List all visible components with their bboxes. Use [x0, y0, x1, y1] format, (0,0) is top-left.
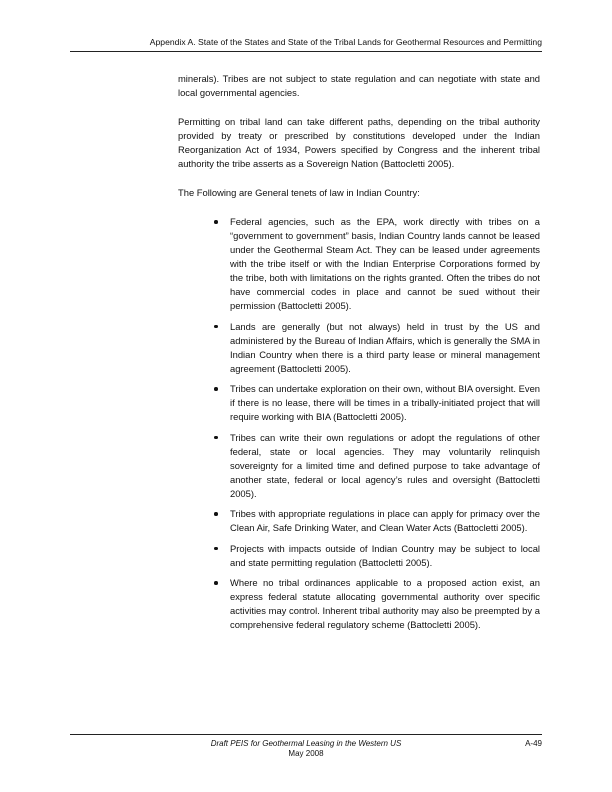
bullet-icon — [214, 325, 218, 329]
list-item-text: Tribes can write their own regulations or adopt the regulations of other federal, state or local agencies. They may voluntarily relinquish sovereignty for a limited time and defined purpose to take advantage of another state, federal or local agency’s rules and oversight (Battocletti 2005). — [230, 431, 540, 499]
list-item — [230, 576, 540, 632]
bullet-icon — [214, 547, 218, 551]
bullet-icon — [214, 387, 218, 391]
list-item — [230, 320, 540, 376]
list-item-text: Lands are generally (but not always) held in trust by the US and administered by the Bureau of Indian Affairs, which is generally the SMA in Indian Country when there is a third party lease or mineral management agreement (Battocletti 2005). — [230, 320, 540, 374]
bullet-icon — [214, 581, 218, 585]
bullet-icon — [214, 436, 218, 440]
header-rule — [70, 51, 542, 52]
list-item — [230, 507, 540, 535]
tenets-list — [178, 215, 540, 632]
list-item-text: Projects with impacts outside of Indian Country may be subject to local and state permitting regulation (Battocletti 2005). — [230, 542, 540, 568]
list-item — [230, 542, 540, 570]
footer-rule — [70, 734, 542, 735]
footer-title: Draft PEIS for Geothermal Leasing in the Western US — [210, 739, 402, 748]
list-item — [230, 215, 540, 313]
paragraph-tenets-intro: The Following are General tenets of law in Indian Country: — [178, 187, 420, 198]
page-number: A-49 — [525, 739, 542, 748]
list-item-text: Tribes can undertake exploration on their own, without BIA oversight. Even if there is no lease, there will be times in a tribally-initiated project that will require working with BIA (Battocletti 2005). — [230, 383, 540, 422]
bullet-icon — [214, 512, 218, 516]
list-item — [230, 431, 540, 501]
paragraph-continuation: minerals). Tribes are not subject to state regulation and can negotiate with state and local governmental agencies. — [178, 73, 540, 98]
list-item-text: Tribes with appropriate regulations in place can apply for primacy over the Clean Air, Safe Drinking Water, and Clean Water Acts (Battocletti 2005). — [230, 508, 540, 533]
list-item-text: Federal agencies, such as the EPA, work directly with tribes on a “government to government” basis, Indian Country lands cannot be leased under the Geothermal Steam Act. They can be leased under agreements with the tribe itself or with the Indian Enterprise Corporations formed by the tribe, both with limitations on the rights granted. Often the tribes do not have commercial codes in place and cannot be sued without their permission (Battocletti 2005). — [230, 216, 540, 311]
running-head: Appendix A. State of the States and State of the Tribal Lands for Geothermal Resources and Permitting — [149, 37, 542, 47]
paragraph-permitting: Permitting on tribal land can take different paths, depending on the tribal authority provided by treaty or prescribed by constitutions developed under the Indian Reorganization Act of 1934, Powers specified by Congress and the inherent tribal authority the tribe asserts as a Sovereign Nation (Battocletti 2005). — [178, 116, 540, 169]
list-item — [230, 382, 540, 424]
footer-date: May 2008 — [288, 749, 324, 758]
list-item-text: Where no tribal ordinances applicable to a proposed action exist, an express federal statute allocating governmental authority over specific activities may control. Inherent tribal authority may also be preempted by a comprehensive federal regulatory scheme (Battocletti 2005). — [230, 577, 540, 630]
body-text — [178, 72, 540, 639]
bullet-icon — [214, 220, 218, 224]
